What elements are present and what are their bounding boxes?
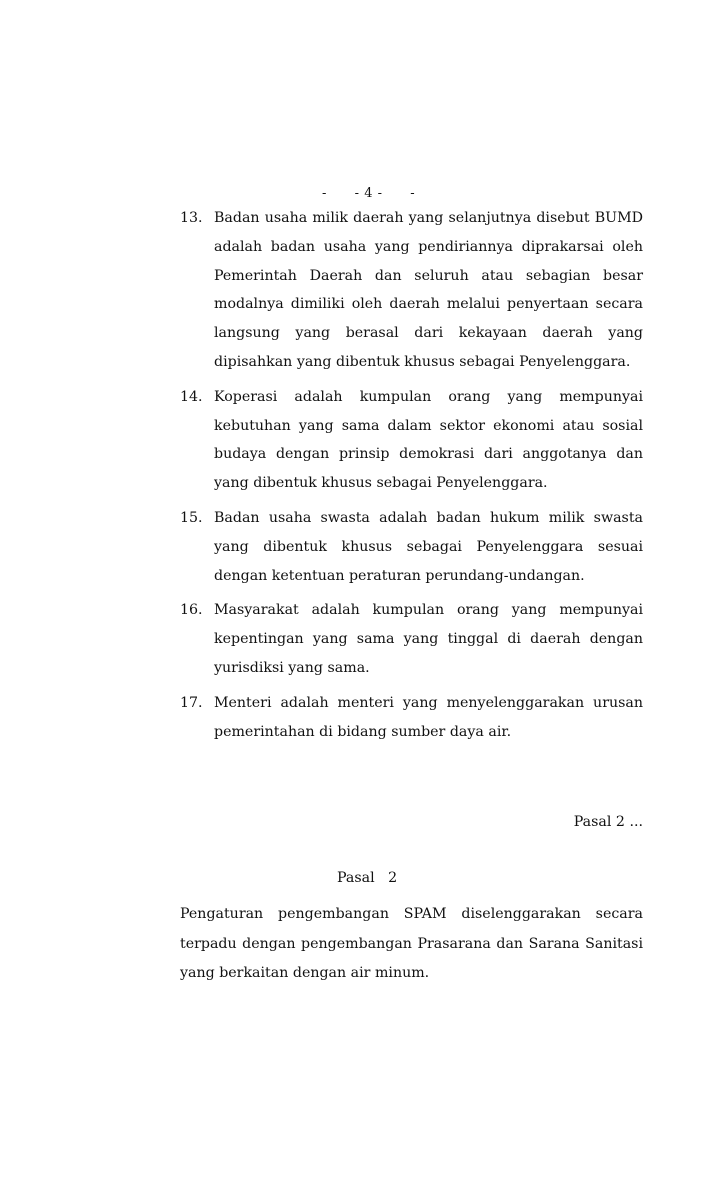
item-number: 16. <box>180 602 203 619</box>
item-number: 13. <box>180 210 203 226</box>
list-item <box>180 504 643 590</box>
section-heading: Pasal 2 <box>337 870 398 886</box>
item-number: 17. <box>180 694 203 711</box>
item-text: Masyarakat adalah kumpulan orang yang mempunyai kepentingan yang sama yang tinggal di daerah dengan yurisdiksi yang sama. <box>214 602 643 676</box>
item-number: 14. <box>180 388 203 405</box>
item-text: Badan usaha swasta adalah badan hukum milik swasta yang dibentuk khusus sebagai Penyelenggara sesuai dengan ketentuan peraturan perundang-undangan. <box>214 509 643 584</box>
item-number: 15. <box>180 509 203 526</box>
list-item <box>180 383 643 498</box>
item-text: Menteri adalah menteri yang menyelenggarakan urusan pemerintahan di bidang sumber daya air. <box>214 694 643 740</box>
list-item <box>180 596 643 682</box>
list-item <box>180 204 643 377</box>
next-page-reference: Pasal 2 ... <box>573 814 643 830</box>
item-text: Badan usaha milik daerah yang selanjutnya disebut BUMD adalah badan usaha yang pendiriannya diprakarsai oleh Pemerintah Daerah dan seluruh atau sebagian besar modalnya dimiliki oleh daerah melalui penyertaan secara langsung yang berasal dari kekayaan daerah yang dipisahkan yang dibentuk khusus sebagai Penyelenggara. <box>214 210 643 370</box>
list-item <box>180 689 643 747</box>
section-body: Pengaturan pengembangan SPAM diselenggarakan secara terpadu dengan pengembangan Prasarana dan Sarana Sanitasi yang berkaitan dengan air minum. <box>180 906 643 981</box>
item-text: Koperasi adalah kumpulan orang yang mempunyai kebutuhan yang sama dalam sektor ekonomi atau sosial budaya dengan prinsip demokrasi dari anggotanya dan yang dibentuk khusus sebagai Penyelenggara. <box>214 388 643 492</box>
definitions-list <box>180 204 643 752</box>
page-number: - - 4 - - <box>322 186 416 201</box>
